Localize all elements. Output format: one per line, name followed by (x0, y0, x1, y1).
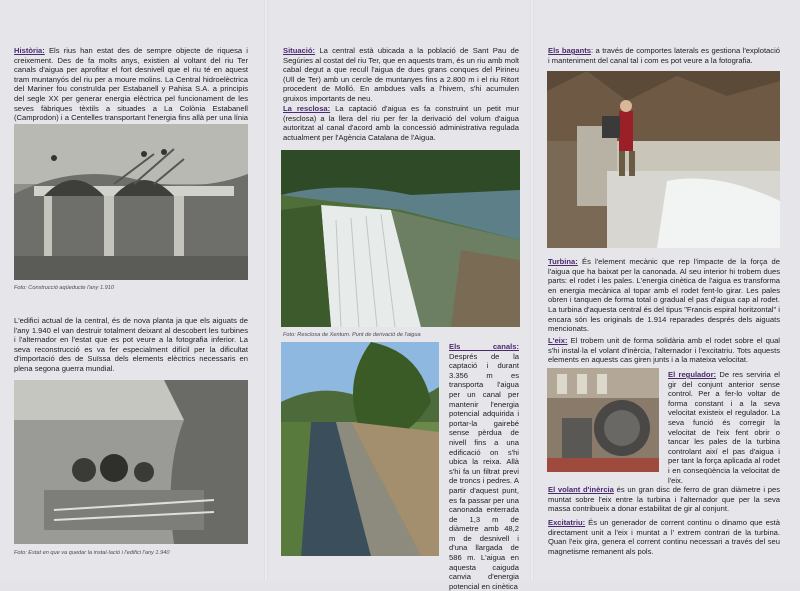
turbina-text: És l'element mecànic que rep l'impacte de la força de l'aigua que ha baixat per la canonada. Al seu interior hi trobem dues parts: el rodet i les pales. L'energia cinètica de l'aigua es transforma en energia mecànica al topar amb el rodet fent-lo girar. Les pales obren i tanquen de forma total o gradual el pas d'aigua cap al rodet. La turbina d'aquesta central és del tipus "Francis espiral horitzontal" i encara són les originals de 1.914 reparades després dels aiguats mencionats. (548, 257, 780, 334)
situacio-text: La central està ubicada a la població de Sant Pau de Segúries al costat del riu Ter, que en aquests tram, és un riu amb molt cabal degut a que recull l'aigua de dues grans conques del Pirineu (Ull de Ter) amb un cercle de muntanyes fins a 2.800 m i el riu Ritort procedent de Molló. En ambdues valls a l'hivern, s'hi acumulen gruixos importants de neu. (283, 46, 519, 103)
estat-paragraph: L'edifici actual de la central, és de nova planta ja que els aiguats de l'any 1.940 el van destruir totalment deixant al descobert les turbines i l'alternador en l'estat que es pot veure a la fotografia inferior. La seva reconstrucció es va fer especialment difícil per la dificultat d'importació des de Suïssa dels elements elèctrics necessaris en plena segona guerra mundial. (14, 316, 248, 373)
bagants-paragraph (548, 46, 780, 65)
excitatriu-text: És un generador de corrent continu o dinamo que està directament unit a l'eix i muntat a l' extrem contrari de la turbina. Quan l'eix gira, genera el corrent continu necessari a través del seu magnetisme remanent als pols. (548, 518, 780, 556)
volant-paragraph (548, 485, 780, 514)
photo-turbine-hall (547, 368, 659, 472)
turbina-heading: Turbina: (548, 257, 578, 266)
resclosa-paragraph (283, 104, 519, 142)
bagants-heading: Els bagants (548, 46, 591, 55)
canals-text: Després de la captació i durant 3.356 m es transporta l'aigua per un canal per mantenir l'energia potencial adquirida i portar-la gairebé sense pèrdua de nivell fins a una edificació on s'hi ubica la reixa. Allà s'hi fa un filtrat previ de troncs i pedres. A partir d'aquest punt, es fa passar per una canonada enterrada de 1,3 m de diàmetre amb 48,2 m de desnivell i d'una llargada de 586 m. L'aigua en aquesta caiguda canvia d'energia potencial en cinètica (449, 351, 519, 591)
photo-weir (281, 150, 520, 327)
eix-paragraph (548, 336, 780, 365)
resclosa-heading: La resclosa: (283, 104, 331, 113)
situacio-paragraph (283, 46, 519, 104)
volant-heading: El volant d'inèrcia (548, 485, 614, 494)
historia-paragraph (14, 46, 248, 132)
turbina-paragraph (548, 257, 780, 334)
photo-flood-damage (14, 380, 248, 544)
regulador-heading: El regulador: (668, 370, 717, 379)
resclosa-text: La captació d'aigua es fa construint un petit mur (resclosa) a la llera del riu per fer la derivació del volum d'aigua autoritzat al canal d'acord amb la concessió administrativa regulada actualment per l'Agència Catalana de l'Aigua. (283, 104, 519, 142)
historia-text: Els rius han estat des de sempre objecte de riquesa i creixement. Des de fa molts anys, existien al voltant del riu Ter canals d'aigua per aprofitar el fort desnivell que el riu té en aquest tram muntanyós del riu per a moure molins. La Central hidroelèctrica del Mariner fou construïda per Estabanell y Pahisa S.A. a principis del segle XX per generar energia elèctrica pel funcionament de les seves fàbriques tèxtils a situades a La Colònia Estabanell (Camprodon) i a Centelles transportant l'energia fins allà per una línia (14, 46, 248, 123)
photo2-caption: Foto: Estat en que va quedar la instal·lació i l'edifici l'any 1.940 (14, 550, 170, 556)
photo3-caption: Foto: Resclosa de Xentum. Punt de derivació de l'aigua (283, 332, 421, 338)
canals-heading: Els canals: (449, 342, 519, 351)
regulador-text: De res serviria el gir del conjunt anterior sense control. Per a fer-lo voltar de forma constant i a la seva velocitat existeix el regulador. La seva funció és corregir la velocitat de l'eix fent obrir o tancar les pales de la turbina controlant així el pas d'aigua i per tant la força aplicada al rodet i en conseqüència la velocitat de l'eix. (668, 370, 780, 485)
excitatriu-heading: Excitatriu: (548, 518, 586, 527)
eix-text: El trobem unit de forma solidària amb el rodet sobre el qual s'hi instal·la el volant d'inèrcia, l'alternador i l'excitatriu. Tots aquests elements en aquests cas giren junts i a la mateixa velocitat. (548, 336, 780, 365)
photo-sluice-gate (547, 71, 780, 248)
photo1-caption: Foto: Construcció aqüeducte l'any 1.910 (14, 285, 114, 291)
eix-heading: L'eix: (548, 336, 568, 345)
volant-text: és un gran disc de ferro de gran diàmetre i pes muntat sobre l'eix entre la turbina i l'alternador que per la seva massa contribueix a donar estabilitat de gir al conjunt. (548, 485, 780, 514)
situacio-heading: Situació: (283, 46, 316, 55)
fold-line (264, 0, 268, 581)
regulador-paragraph (668, 370, 780, 485)
excitatriu-paragraph (548, 518, 780, 556)
bagants-text: : a través de comportes laterals es gestiona l'explotació i manteniment del canal tal i com es pot veure a la fotografia. (548, 46, 780, 65)
historia-heading: Història: (14, 46, 45, 55)
fold-line (530, 0, 534, 581)
photo-canal (281, 342, 439, 556)
canals-paragraph (449, 342, 519, 591)
photo-aqueduct-construction (14, 124, 248, 280)
